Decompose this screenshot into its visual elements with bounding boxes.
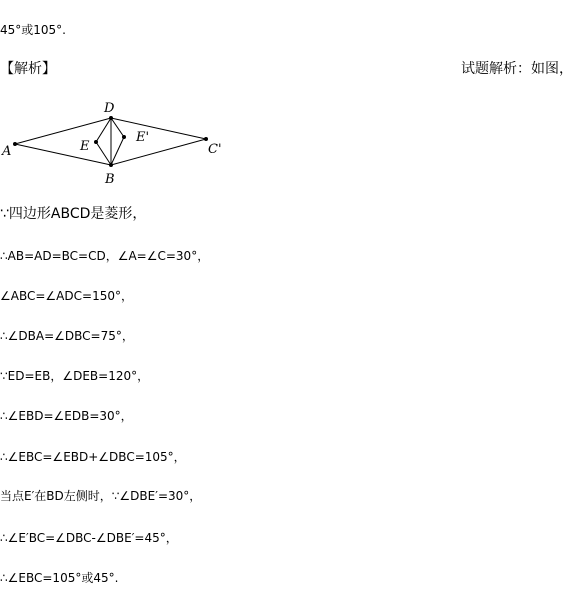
- step-3: ∠ABC=∠ADC=150°，: [0, 289, 133, 303]
- analysis-intro: 试题解析：如图，: [461, 61, 573, 77]
- section-heading: 【解析】: [0, 61, 56, 77]
- edge-eb: [96, 142, 111, 165]
- point-b: [109, 163, 113, 167]
- label-e-prime: E': [136, 130, 150, 145]
- label-c: C': [208, 142, 222, 157]
- point-d: [109, 116, 113, 120]
- step-10: ∴∠EBC=105°或45°.: [0, 571, 119, 585]
- point-e: [94, 140, 98, 144]
- edge-ba: [15, 144, 111, 165]
- step-4: ∴∠DBA=∠DBC=75°，: [0, 329, 134, 343]
- point-e-prime: [122, 135, 126, 139]
- step-6: ∴∠EBD=∠EDB=30°，: [0, 409, 133, 423]
- step-8: 当点E′在BD左侧时，∵∠DBE′=30°，: [0, 489, 202, 503]
- step-9: ∴∠E′BC=∠DBC-∠DBE′=45°，: [0, 531, 178, 545]
- rhombus-figure: [0, 95, 240, 190]
- label-e: E: [80, 139, 90, 154]
- step-1: ∵四边形ABCD是菱形，: [0, 206, 147, 222]
- label-a: A: [2, 144, 12, 159]
- point-a: [13, 142, 17, 146]
- label-d: D: [104, 101, 115, 116]
- point-c: [204, 137, 208, 141]
- step-2: ∴AB=AD=BC=CD，∠A=∠C=30°，: [0, 249, 210, 263]
- label-b: B: [105, 172, 115, 187]
- edge-e2b: [111, 137, 124, 165]
- step-7: ∴∠EBC=∠EBD+∠DBC=105°，: [0, 450, 186, 464]
- step-5: ∵ED=EB，∠DEB=120°，: [0, 369, 150, 383]
- edge-cb: [111, 139, 206, 165]
- answer-text: 45°或105°.: [0, 23, 66, 37]
